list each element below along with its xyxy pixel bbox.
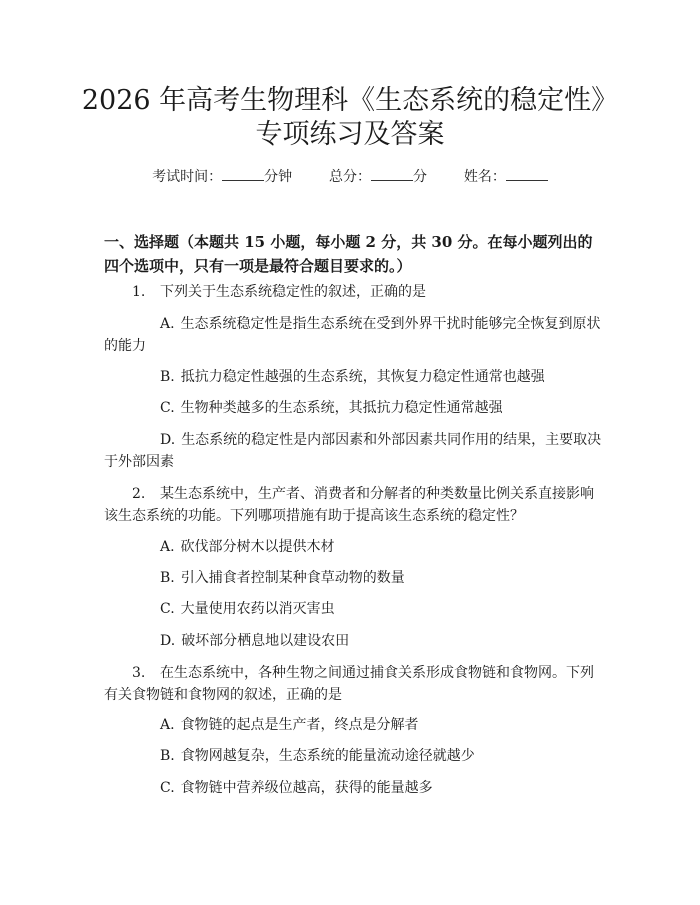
option-letter: A. — [160, 316, 175, 332]
option-letter: D. — [160, 633, 176, 649]
question-3-option-a — [104, 714, 604, 736]
question-text: 在生态系统中，各种生物之间通过捕食关系形成食物链和食物网。下列有关食物链和食物网的叙述，正确的是 — [104, 665, 594, 703]
time-label: 考试时间： — [152, 169, 223, 185]
question-number: 2. — [132, 486, 146, 502]
question-1-option-b — [104, 366, 604, 388]
question-1-option-c — [104, 397, 604, 419]
option-letter: A. — [160, 717, 175, 733]
option-text: 大量使用农药以消灭害虫 — [180, 601, 335, 617]
question-2-option-b — [104, 567, 604, 589]
section-heading: 一、选择题（本题共 15 小题，每小题 2 分，共 30 分。在每小题列出的四个选项中，只有一项是最符合题目要求的。） — [104, 233, 593, 275]
option-text: 抵抗力稳定性越强的生态系统，其恢复力稳定性通常也越强 — [180, 369, 545, 385]
page-title-line-2: 专项练习及答案 — [255, 119, 445, 150]
name-blank — [506, 168, 548, 181]
time-blank — [222, 168, 264, 181]
score-blank — [371, 168, 413, 181]
option-letter: D. — [160, 432, 176, 448]
name-label: 姓名： — [463, 169, 506, 185]
score-unit: 分 — [413, 169, 427, 185]
option-text: 引入捕食者控制某种食草动物的数量 — [180, 570, 405, 586]
time-unit: 分钟 — [264, 169, 293, 185]
option-letter: B. — [160, 369, 175, 385]
option-letter: B. — [160, 570, 175, 586]
question-1-option-d — [104, 429, 604, 473]
exam-meta — [0, 167, 700, 187]
question-text: 下列关于生态系统稳定性的叙述，正确的是 — [160, 284, 426, 300]
score-label: 总分： — [329, 169, 371, 185]
option-letter: C. — [160, 780, 175, 796]
option-letter: C. — [160, 601, 175, 617]
question-1-option-a — [104, 313, 604, 357]
option-text: 生态系统稳定性是指生态系统在受到外界干扰时能够完全恢复到原状的能力 — [104, 316, 601, 354]
option-letter: A. — [160, 539, 175, 555]
option-text: 破坏部分栖息地以建设农田 — [181, 633, 350, 649]
question-number: 3. — [132, 665, 146, 681]
question-2-option-d — [104, 630, 604, 652]
question-3 — [104, 662, 604, 706]
question-number: 1. — [132, 284, 146, 300]
option-text: 食物链中营养级位越高，获得的能量越多 — [180, 780, 433, 796]
option-text: 生态系统的稳定性是内部因素和外部因素共同作用的结果，主要取决于外部因素 — [104, 432, 602, 470]
option-letter: B. — [160, 748, 175, 764]
question-2 — [104, 483, 604, 527]
page-title-line-1: 2026 年高考生物理科《生态系统的稳定性》 — [81, 85, 619, 116]
question-3-option-b — [104, 745, 604, 767]
option-text: 砍伐部分树木以提供木材 — [180, 539, 335, 555]
question-2-option-c — [104, 598, 604, 620]
question-2-option-a — [104, 536, 604, 558]
option-text: 食物链的起点是生产者，终点是分解者 — [180, 717, 419, 733]
option-text: 生物种类越多的生态系统，其抵抗力稳定性通常越强 — [180, 400, 503, 416]
question-1 — [104, 281, 604, 303]
question-3-option-c — [104, 777, 604, 799]
option-text: 食物网越复杂，生态系统的能量流动途径就越少 — [180, 748, 475, 764]
question-text: 某生态系统中，生产者、消费者和分解者的种类数量比例关系直接影响该生态系统的功能。下列哪项措施有助于提高该生态系统的稳定性？ — [104, 486, 594, 524]
option-letter: C. — [160, 400, 175, 416]
